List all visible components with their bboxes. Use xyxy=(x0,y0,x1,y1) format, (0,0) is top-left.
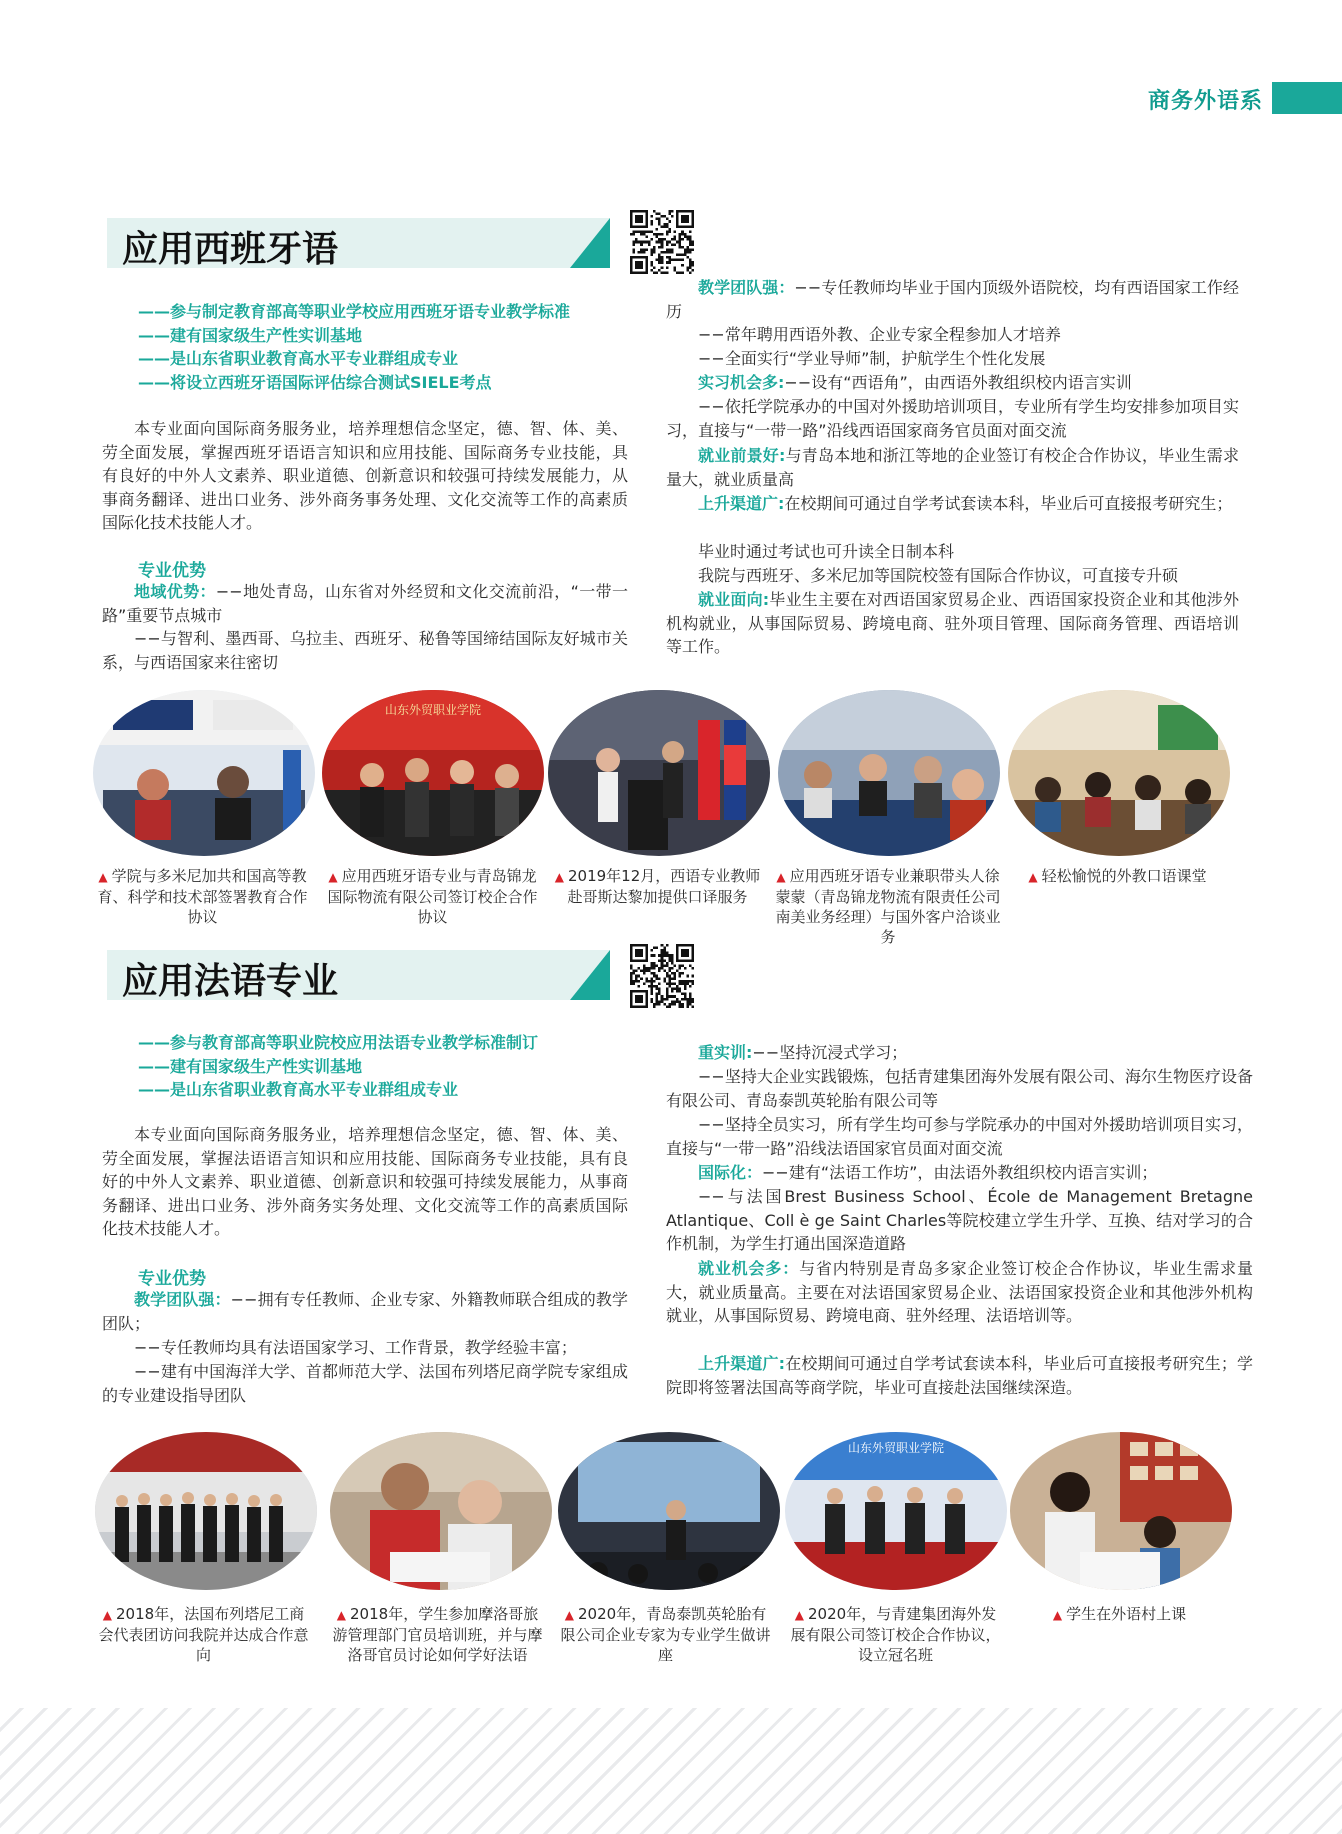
channel-text: 毕业时通过考试也可升读全日制本科 xyxy=(698,542,955,561)
intl-label: 国际化： xyxy=(698,1163,763,1182)
spanish-scope xyxy=(666,588,1239,659)
triangle-marker-icon: ▲ xyxy=(102,1608,113,1622)
team-strength-label: 教学团队强： xyxy=(134,1290,231,1309)
triangle-marker-icon: ▲ xyxy=(98,870,108,884)
highlight-item: ——将设立西班牙语国际评估综合测试SIELE考点 xyxy=(138,372,492,392)
spanish-team-strength-2 xyxy=(666,323,1239,347)
photo-caption xyxy=(325,866,540,927)
caption-text: 2020年，青岛泰凯英轮胎有限公司企业专家为专业学生做讲座 xyxy=(560,1605,771,1664)
channel-text: 在校期间可通过自学考试套读本科，毕业后可直接报考研究生； xyxy=(784,494,1233,513)
french-team-strength-2 xyxy=(102,1336,628,1360)
photo-caption xyxy=(96,1604,311,1665)
spanish-region-advantage-2 xyxy=(102,627,628,674)
employment-text: 与省内特别是青岛多家企业签订校企合作协议，毕业生需求量大，就业质量高。主要在对法语国家贸易企业、法语国家投资企业和其他涉外机构就业，从事国际贸易、跨境电商、驻外经理、法语培训等。 xyxy=(666,1259,1253,1325)
caption-text: 应用西班牙语专业与青岛锦龙国际物流有限公司签订校企合作协议 xyxy=(327,867,538,926)
intro-text: 本专业面向国际商务服务业，培养理想信念坚定，德、智、体、美、劳全面发展，掌握西班牙语语言知识和应用技能、国际商务专业技能，具有良好的中外人文素养、职业道德、创新意识和较强可持续发展能力，从事商务翻译、进出口业务、涉外商务事务处理、文化交流等工作的高素质国际化技术技能人才。 xyxy=(102,419,628,532)
department-color-bar xyxy=(1272,82,1342,114)
spanish-practice xyxy=(666,371,1239,395)
caption-text: 学生在外语村上课 xyxy=(1066,1605,1187,1623)
french-advantages-heading: 专业优势 xyxy=(138,1269,206,1289)
spanish-title-banner xyxy=(107,218,610,268)
training-text: −−坚持全员实习，所有学生均可参与学院承办的中国对外援助培训项目实习，直接与“一带一路”沿线法语国家官员面对面交流 xyxy=(666,1115,1253,1158)
department-label: 商务外语系 xyxy=(1148,89,1264,114)
french-internationalization xyxy=(666,1161,1253,1185)
spanish-prospect xyxy=(666,444,1239,491)
team-strength-text: −−专任教师均具有法语国家学习、工作背景，教学经验丰富； xyxy=(134,1338,577,1357)
caption-text: 学院与多米尼加共和国高等教育、科学和技术部签署教育合作协议 xyxy=(97,867,308,926)
french-training-3 xyxy=(666,1113,1253,1160)
region-advantage-text: −−与智利、墨西哥、乌拉圭、西班牙、秘鲁等国缔结国际友好城市关系，与西语国家来往密切 xyxy=(102,629,628,672)
practice-label: 实习机会多: xyxy=(698,373,785,392)
prospect-text: 与青岛本地和浙江等地的企业签订有校企合作协议，毕业生需求量大，就业质量高 xyxy=(666,446,1239,489)
highlight-item: ——是山东省职业教育高水平专业群组成专业 xyxy=(138,1080,459,1099)
french-employment xyxy=(666,1257,1253,1328)
qr-code-icon xyxy=(630,944,694,1008)
photo-caption xyxy=(330,1604,545,1665)
training-label: 重实训: xyxy=(698,1043,753,1062)
french-training-2 xyxy=(666,1065,1253,1112)
triangle-marker-icon: ▲ xyxy=(564,1608,575,1622)
french-highlights xyxy=(138,1031,538,1102)
highlight-item: ——是山东省职业教育高水平专业群组成专业 xyxy=(138,349,459,368)
intl-text: −−建有“法语工作坊”，由法语外教组织校内语言实训； xyxy=(762,1163,1158,1182)
french-section-title: 应用法语专业 xyxy=(122,960,339,1002)
spanish-channel-3 xyxy=(666,564,1239,588)
photo-brittany-delegation xyxy=(95,1432,317,1590)
photo-dominican-agreement xyxy=(93,690,315,856)
triangle-marker-icon: ▲ xyxy=(554,870,564,884)
photo-caption xyxy=(550,866,765,907)
prospect-label: 就业前景好: xyxy=(698,446,786,465)
spanish-region-advantage xyxy=(102,580,628,627)
photo-oral-class xyxy=(1008,690,1230,856)
photo-caption xyxy=(772,866,1004,947)
photo-costa-rica-interpreting xyxy=(548,690,770,856)
french-team-strength-3 xyxy=(102,1360,628,1407)
training-text: −−坚持大企业实践锻炼，包括青建集团海外发展有限公司、海尔生物医疗设备有限公司、青岛泰凯英轮胎有限公司等 xyxy=(666,1067,1253,1110)
spanish-channel xyxy=(666,492,1239,516)
caption-text: 2018年，法国布列塔尼工商会代表团访问我院并达成合作意向 xyxy=(98,1605,309,1664)
highlight-item: ——建有国家级生产性实训基地 xyxy=(138,1056,363,1076)
banner-triangle xyxy=(570,950,610,1000)
spanish-highlights xyxy=(138,300,570,394)
qr-code-icon xyxy=(630,210,694,274)
team-strength-label: 教学团队强： xyxy=(698,278,795,297)
photo-caption xyxy=(558,1604,773,1665)
team-strength-text: −−专任教师均毕业于国内顶级外语院校，均有西语国家工作经历 xyxy=(666,278,1239,321)
triangle-marker-icon: ▲ xyxy=(776,870,786,884)
spanish-intro-paragraph xyxy=(102,417,628,535)
caption-text: 2020年，与青建集团海外发展有限公司签订校企合作协议，设立冠名班 xyxy=(790,1605,1001,1664)
triangle-marker-icon: ▲ xyxy=(328,870,338,884)
channel-label: 上升渠道广: xyxy=(698,1354,786,1373)
caption-text: 2019年12月，西语专业教师赴哥斯达黎加提供口译服务 xyxy=(567,867,761,906)
triangle-marker-icon: ▲ xyxy=(794,1608,805,1622)
scope-text: 毕业生主要在对西语国家贸易企业、西语国家投资企业和其他涉外机构就业，从事国际贸易、跨境电商、驻外项目管理、国际商务管理、西语培训等工作。 xyxy=(666,590,1239,656)
caption-text: 2018年，学生参加摩洛哥旅游管理部门官员培训班，并与摩洛哥官员讨论如何学好法语 xyxy=(332,1605,543,1664)
footer-stripe-pattern xyxy=(0,1708,1342,1834)
photo-caption xyxy=(1010,866,1225,887)
french-title-banner xyxy=(107,950,610,1000)
photo-qingjian-signing xyxy=(785,1432,1007,1590)
photo-caption xyxy=(95,866,310,927)
channel-label: 上升渠道广: xyxy=(698,494,785,513)
practice-text: −−依托学院承办的中国对外援助培训项目，专业所有学生均安排参加项目实习，直接与“一带一路”沿线西语国家商务官员面对面交流 xyxy=(666,397,1239,440)
training-text: −−坚持沉浸式学习； xyxy=(752,1043,908,1062)
triangle-marker-icon: ▲ xyxy=(336,1608,347,1622)
caption-text: 应用西班牙语专业兼职带头人徐蒙蒙（青岛锦龙物流有限责任公司南美业务经理）与国外客户洽谈业务 xyxy=(775,867,1001,946)
photo-caption xyxy=(788,1604,1003,1665)
spanish-practice-2 xyxy=(666,395,1239,442)
region-advantage-text: −−地处青岛，山东省对外经贸和文化交流前沿，“一带一路”重要节点城市 xyxy=(102,582,628,625)
highlight-item: ——参与教育部高等职业院校应用法语专业教学标准制订 xyxy=(138,1033,539,1052)
banner-triangle xyxy=(570,218,610,268)
practice-text: −−设有“西语角”，由西语外教组织校内语言实训 xyxy=(784,373,1132,392)
french-team-strength xyxy=(102,1288,628,1335)
spanish-team-strength-3 xyxy=(666,347,1239,371)
photo-client-meeting xyxy=(778,690,1000,856)
team-strength-text: −−全面实行“学业导师”制，护航学生个性化发展 xyxy=(698,349,1046,368)
spanish-team-strength xyxy=(666,276,1239,323)
photo-jinlong-signing xyxy=(322,690,544,856)
photo-morocco-training xyxy=(330,1432,552,1590)
highlight-item: ——参与制定教育部高等职业学校应用西班牙语专业教学标准 xyxy=(138,302,571,321)
caption-text: 轻松愉悦的外教口语课堂 xyxy=(1041,867,1207,885)
spanish-advantages-heading: 专业优势 xyxy=(138,561,206,581)
french-channel xyxy=(666,1352,1253,1399)
photo-tyre-expert-lecture xyxy=(558,1432,780,1590)
team-strength-text: −−拥有专任教师、企业专家、外籍教师联合组成的教学团队； xyxy=(102,1290,628,1333)
french-training xyxy=(666,1041,1253,1065)
scope-label: 就业面向: xyxy=(698,590,770,609)
triangle-marker-icon: ▲ xyxy=(1028,870,1038,884)
photo-banner-text: 山东外贸职业学院 xyxy=(384,703,482,717)
spanish-section-title: 应用西班牙语 xyxy=(122,228,339,270)
french-internationalization-2 xyxy=(666,1185,1253,1256)
employment-label: 就业机会多： xyxy=(698,1259,800,1278)
french-intro-paragraph xyxy=(102,1123,628,1241)
channel-text: 我院与西班牙、多米尼加等国院校签有国际合作协议，可直接专升硕 xyxy=(698,566,1179,585)
region-advantage-label: 地域优势： xyxy=(134,582,216,601)
photo-caption xyxy=(1012,1604,1227,1625)
triangle-marker-icon: ▲ xyxy=(1052,1608,1063,1622)
photo-foreign-language-village xyxy=(1010,1432,1232,1590)
channel-text: 在校期间可通过自学考试套读本科，毕业后可直接报考研究生；学院即将签署法国高等商学院，毕业可直接赴法国继续深造。 xyxy=(666,1354,1253,1397)
highlight-item: ——建有国家级生产性实训基地 xyxy=(138,325,363,345)
intro-text: 本专业面向国际商务服务业，培养理想信念坚定，德、智、体、美、劳全面发展，掌握法语语言知识和应用技能、国际商务专业技能，具有良好的中外人文素养、职业道德、创新意识和较强可持续发展能力，从事商务翻译、进出口业务、涉外商务实务处理、文化交流等工作的高素质国际化技术技能人才。 xyxy=(102,1125,628,1238)
team-strength-text: −−常年聘用西语外教、企业专家全程参加人才培养 xyxy=(698,325,1061,344)
spanish-channel-2 xyxy=(666,540,1239,564)
team-strength-text: −−建有中国海洋大学、首都师范大学、法国布列塔尼商学院专家组成的专业建设指导团队 xyxy=(102,1362,628,1405)
photo-banner-text: 山东外贸职业学院 xyxy=(847,1441,945,1455)
intl-text: −−与法国Brest Business School、École de Management Bretagne Atlantique、Coll è ge Saint Charles等院校建立学生升学、互换、结对学习的合作机制，为学生打通出国深造道路 xyxy=(666,1187,1253,1253)
